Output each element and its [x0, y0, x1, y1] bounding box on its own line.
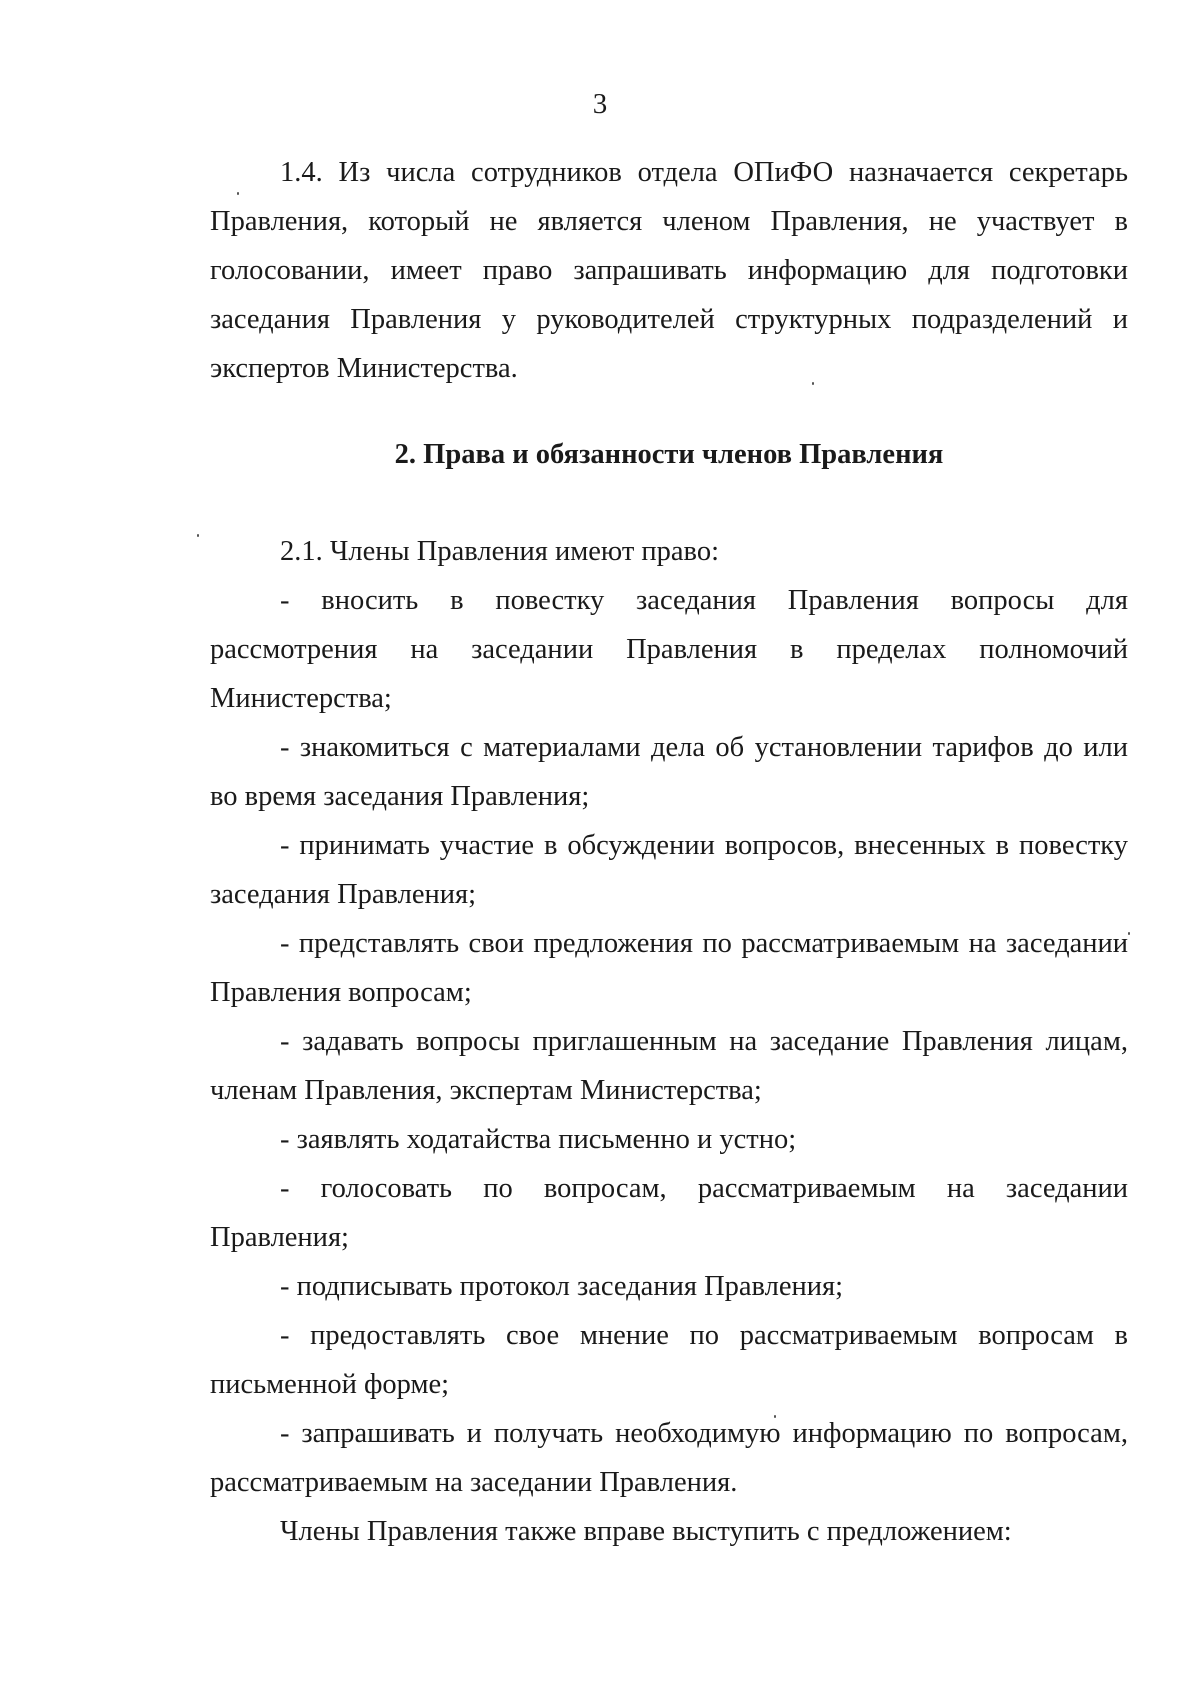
rights-item: - подписывать протокол заседания Правления;	[280, 1271, 844, 1302]
scan-speck	[237, 192, 239, 195]
rights-item: - голосовать по вопросам, рассматриваемым на заседании Правления;	[210, 1173, 1128, 1253]
scan-speck	[774, 1415, 776, 1418]
section-heading-2: 2. Права и обязанности членов Правления	[394, 439, 944, 470]
rights-item: - знакомиться с материалами дела об установлении тарифов до или во время заседания Правления;	[210, 732, 1128, 812]
rights-item: - принимать участие в обсуждении вопросов, внесенных в повестку заседания Правления;	[210, 830, 1128, 910]
rights-item: - запрашивать и получать необходимую информацию по вопросам, рассматриваемым на заседании Правления.	[210, 1418, 1128, 1498]
paragraph-1-4: 1.4. Из числа сотрудников отдела ОПиФО назначается секретарь Правления, который не является членом Правления, не участвует в голосовании, имеет право запрашивать информацию для подготовки заседания Правления у руководителей структурных подразделений и экспертов Министерства.	[210, 157, 1128, 384]
paragraph-2-1: 2.1. Члены Правления имеют право:	[280, 536, 719, 567]
scan-speck	[197, 534, 199, 537]
scan-speck	[812, 382, 814, 385]
document-body	[210, 148, 1128, 1556]
rights-item: - задавать вопросы приглашенным на заседание Правления лицам, членам Правления, экспертам Министерства;	[210, 1026, 1128, 1106]
page-number: 3	[592, 88, 608, 120]
scan-speck	[1128, 932, 1130, 935]
rights-item: - заявлять ходатайства письменно и устно;	[280, 1124, 797, 1155]
rights-item: - вносить в повестку заседания Правления вопросы для рассмотрения на заседании Правления в пределах полномочий Министерства;	[210, 585, 1128, 714]
rights-item: - представлять свои предложения по рассматриваемым на заседании Правления вопросам;	[210, 928, 1128, 1008]
rights-item: - предоставлять свое мнение по рассматриваемым вопросам в письменной форме;	[210, 1320, 1128, 1400]
closing-paragraph: Члены Правления также вправе выступить с предложением:	[280, 1516, 1012, 1547]
